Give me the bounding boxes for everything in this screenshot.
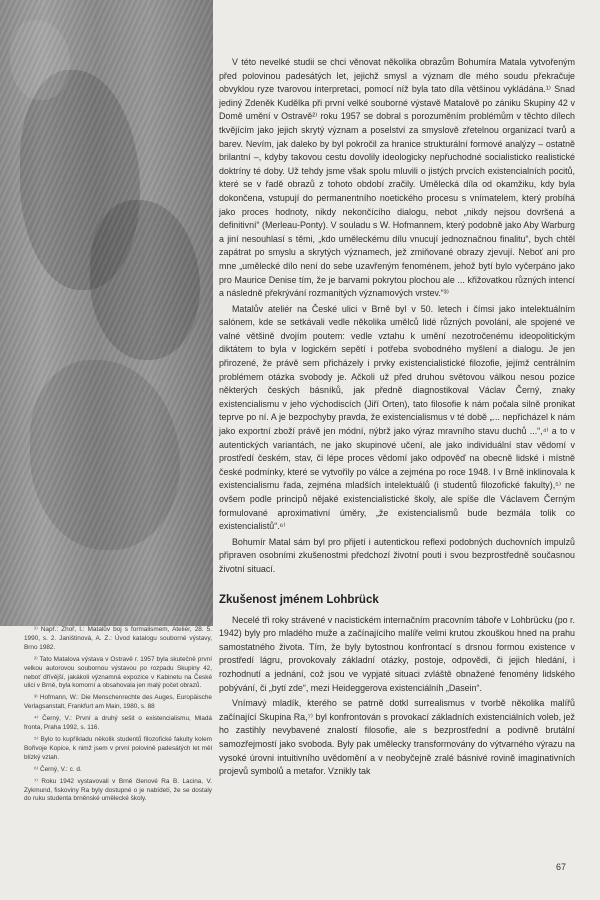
section-heading: Zkušenost jménem Lohbrück (219, 593, 379, 606)
footnotes (24, 626, 212, 807)
footnote: ¹⁾ Např.: Zhoř, I.: Matalův boj s formalismem, Ateliér, 28. 5. 1990, s. 2. Janištinová, A. Z.: Úvod katalogu souborné výstavy, Brno 1982. (24, 626, 212, 651)
paragraph-intro: V této nevelké studii se chci věnovat několika obrazům Bohumíra Matala vytvořeným před polovinou padesátých let, jejichž smysl a význam dle mého soudu překračuje obvyklou ryze tvarovou interpretaci, pomocí níž byla tato díla většinou vykládána.¹⁾ Snad jediný Zdeněk Kudělka při první velké souborné výstavě Matalově po zániku Skupiny 42 v Domě umění v Ostravě²⁾ roku 1957 se dobral s porozuměním problémům v těchto dílech tkvějícím jako jejich skrytý význam a poselství za smyslově zřetelnou organizací tvarů a barev. Nevím, jak daleko by byl pokročil za hranice strukturální formové analýzy – ostatně brilantní –, kdyby takovou cestu dovolily ideologicky nepřuchodné socialisticko realistické doktríny té doby. Už tehdy jsme však spolu mluvili o jistých prvcích existencialních pocitů, které se v řadě obrazů z tohoto období zračily. Umělecká díla od okamžiku, kdy byla dokončena, vstupují do permanentního noetického procesu s vnímatelem, který probíhá jako proces hodnoty, nikdy nekončícího dialogu, nebot „nikdy nejsou dovršená a definitivní“ (Merleau-Ponty). V souladu s W. Hofmannem, který podobně jako Aby Warburg a jiní nesouhlasí s těmi, „kdo uměleckému dílu vnucují jednoznačnou finalitu“, bych chtěl zapátrat po smyslu a skrytých významech, jež zmiňované obrazy zjevují. Neboť ani pro mne „umělecké dílo není do sebe uzavřeným fenoménem, jehož bytí bylo vyčerpáno jako pro Maurice Denise tím, že je barvami pokrytou plochou ale ... křižovatkou různých intencí a následně překrývání rozmanitých významových vrstev.“³⁾ (219, 57, 575, 299)
footnote: ⁵⁾ Bylo to kupříkladu několik studentů filozofické fakulty kolem Bořivoje Kopice, k nimž jsem v první polovině padesátých let měl blízký vztah. (24, 735, 212, 761)
footnote: ⁶⁾ Černý, V.: c. d. (34, 765, 82, 773)
footnote: ³⁾ Hofmann, W.: Die Menschenrechte des Auges, Europäische Verlagsanstalt, Frankfurt am Main, 1980, s. 88 (24, 694, 212, 711)
paragraph-mladik: Vnímavý mladík, kterého se patrně dotkl surrealismus v tvorbě několika malířů začínající Skupina Ra,⁷⁾ byl konfrontován s provokací základních existenciálních voleb, jež ho zastihly nevybavené znalostí filosofie, ale s bezprostřední a podivně brutální samozřejmostí jako svoboda. Byly pak umělecky transformovány do výtvarného výrazu na vysoké úrovni intuitivního uvědomění a v neobyčejně zralé básnivé rovině imaginativních projevů symbolů a metafor. Vznikly tak (219, 698, 575, 777)
footnote: ²⁾ Tato Matalova výstava v Ostravě r. 1957 byla skutečně první velkou autorovou soubornou výstavou po rozpadu Skupiny 42, neboť dřívější, jakákoli významná expozice v Kabinetu na České ulici v Brně, byla komorní a obsahovala jen malý počet obrazů. (24, 655, 212, 690)
page-number: 67 (556, 862, 567, 872)
paragraph-atelier: Matalův ateliér na České ulici v Brně byl v 50. letech i čímsi jako intelektuálním salónem, kde se setkávali vedle několika umělců lidé různých povolání, ale spojené ve valné většině dvojím poutem: vedle vztahu k umění nezotročenému ideopolitickým diktátem to byla v logickém sepětí i potřeba svobodného myšlení a dialogu. Je jen přirozené, že právě sem přicházely i prvky existencialistické filozofie, jejímž centrálním problémem otázka svobody je. Ačkoli už před druhou světovou válkou nesou pozice některých českých básníků, jak předně diagnostikoval Václav Černý, znaky existencialismu v jeho východiscích (Jiří Orten), tato filosofie k nám počala silně pronikat teprve po ní. A je bezpochyby pravda, že existencialismus v té době „... nepřicházel k nám jako exportní zboží právě jen módní, nýbrž jako výraz mravního stavu duchů ...“,⁴⁾ a to v autentických variantách, ne jako skupinové učení, ale jako individuální stav vědomí v prostředí českém, stav, či lépe proces vědomí jako odpověď na obecně lidské i místně české podmínky, které se vytvořily po válce a zejména po roce 1948. I v Brně inklinovala k existencialismu řada, zejména mladších intelektuálů (i studentů filozofické fakulty),⁵⁾ ne ovšem podle principů nějaké existencialistické školy, ale spíše dle Václavem Černým formulované aproximativní úměry, „že existencialismů bude bezmála tolik co existencialistů“.⁶⁾ (219, 303, 575, 532)
painting-fragment-image (0, 0, 213, 626)
paragraph-matal: Bohumír Matal sám byl pro přijetí i autentickou reflexi podobných duchovních impulzů připraven osobními zkušenostmi předchozí životní pouti i svou bezprostředně současnou životní situací. (219, 536, 575, 574)
footnote: ⁷⁾ Roku 1942 vystavovali v Brně členové Ra B. Lacina, V. Zykmund, fiskoviny Ra byly dostupné o je nabídetí, že se dostaly do ruku studenta brněnské umělecké školy. (24, 777, 212, 803)
paragraph-lohbruck: Necelé tři roky strávené v nacistickém internačním pracovním táboře v Lohbrücku (po r. 1942) byly pro mladého muže a začínajícího malíře velmi krutou zkouškou hned na prahu samostatného života. Tím, že byly bytostnou konfrontací s drsnou formou existence v prostředí lágru, provokovaly základní otázky, postoje, odpovědi, či jejich hledání, i rozhodnutí a jednání, což jsou ve vypjaté situaci zvláště obnažené fenomény lidského pobývání, či „bytí zde“, mezi Heideggerova existenciálníh „Dasein“. (219, 614, 575, 693)
article-body (219, 56, 575, 779)
footnote: ⁴⁾ Černý, V.: První a druhý sešit o existencialismu, Mladá fronta, Praha 1992, s. 116. (24, 715, 212, 732)
